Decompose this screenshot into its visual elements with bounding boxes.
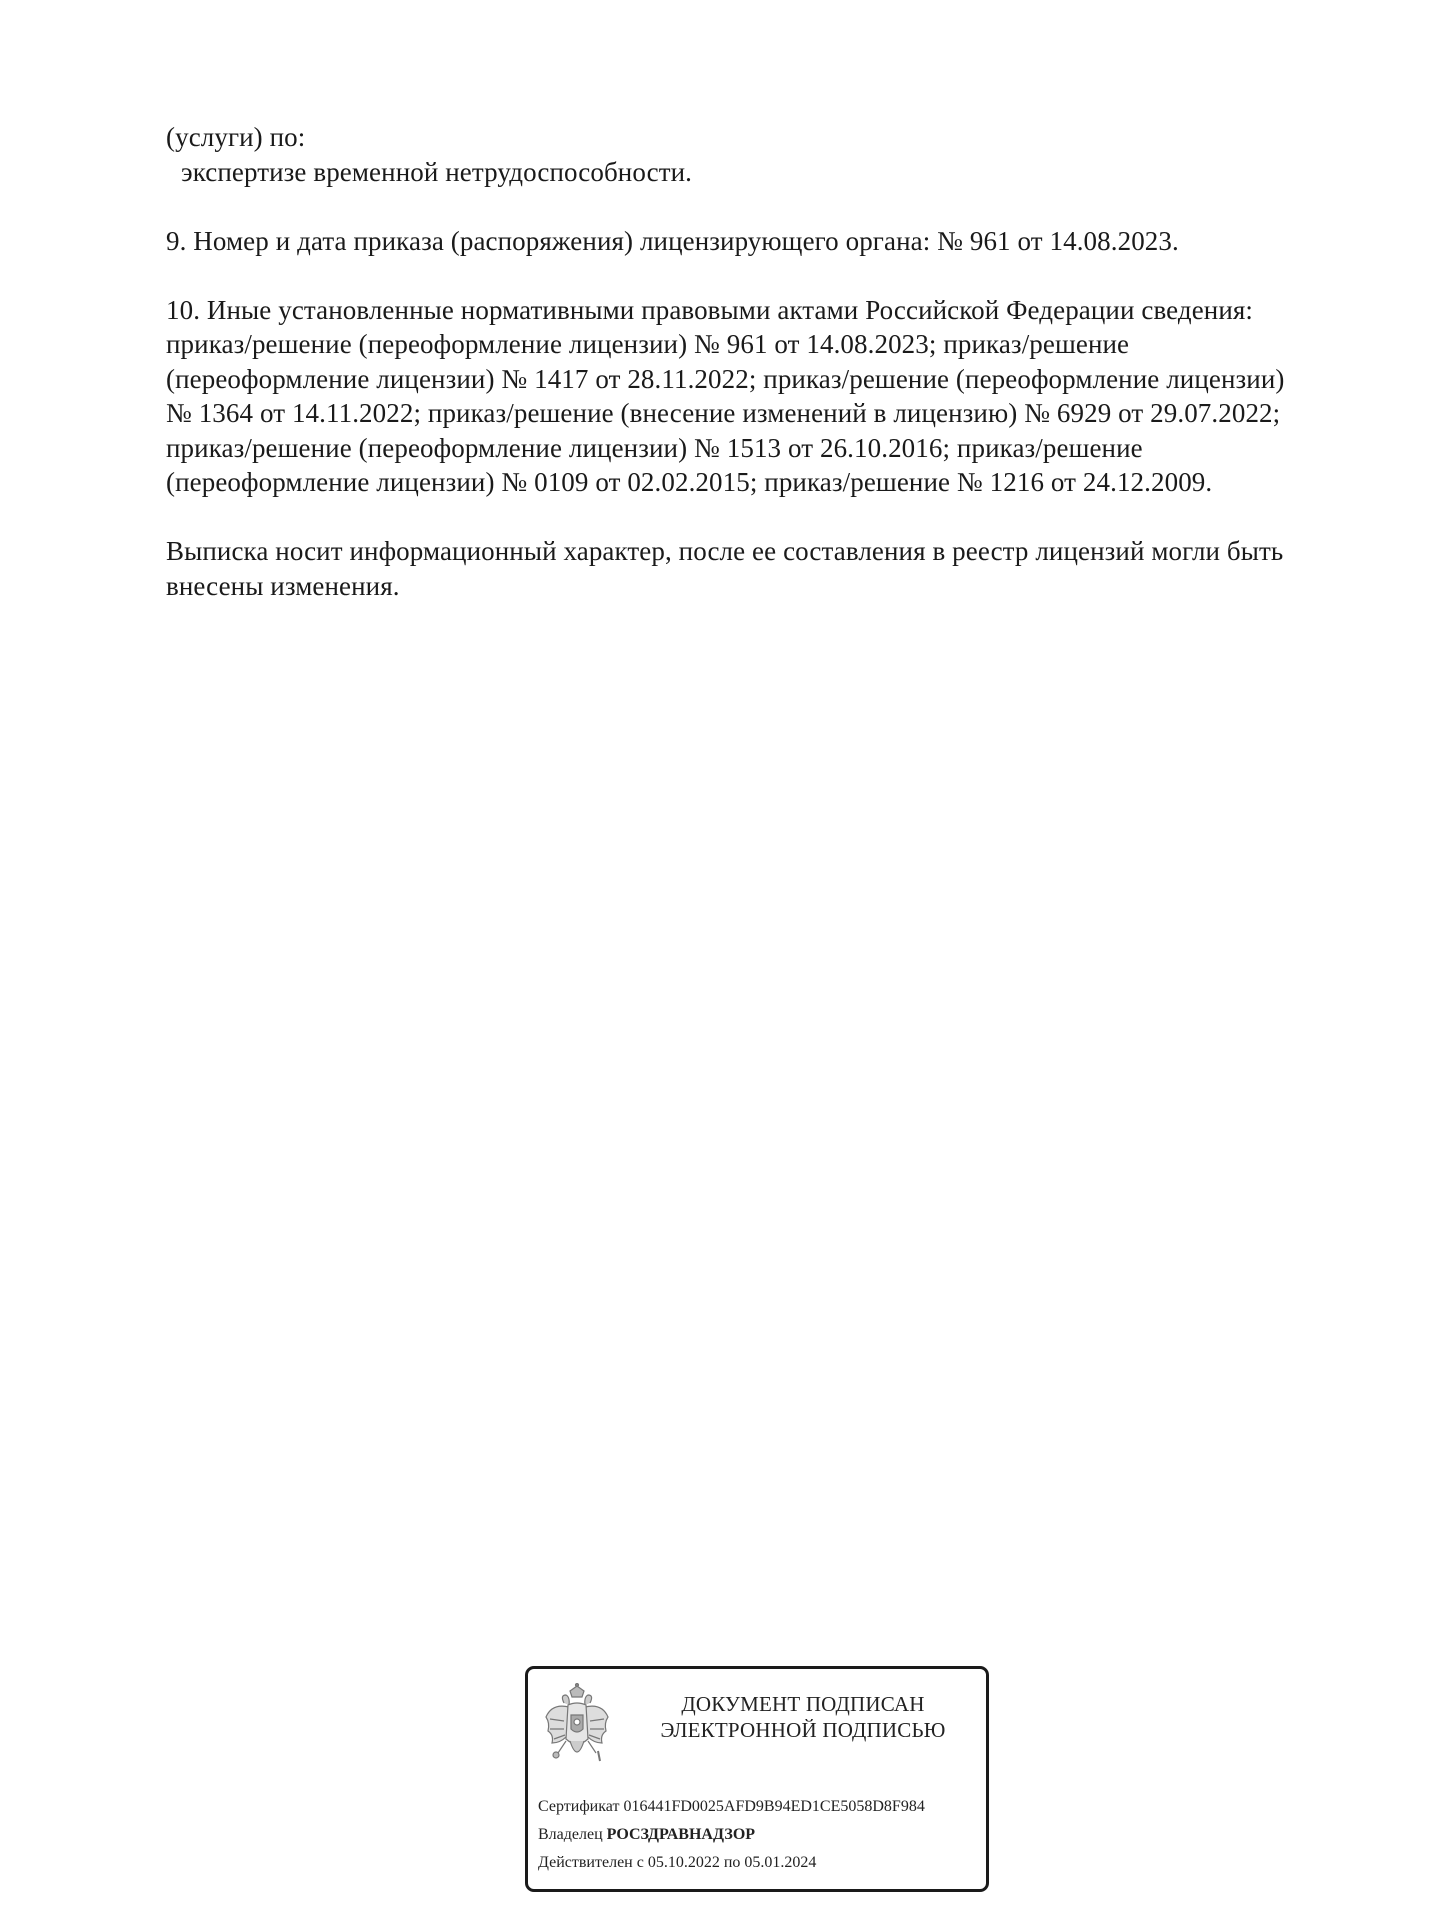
- text-line: экспертизе временной нетрудоспособности.: [181, 156, 692, 187]
- disclaimer-line: Выписка носит информационный характер, после ее составления в реестр лицензий могли быть: [166, 536, 1284, 566]
- certificate-label: Сертификат: [538, 1798, 620, 1815]
- section-9-order: 9. Номер и дата приказа (распоряжения) лицензирующего органа: № 961 от 14.08.2023.: [166, 225, 1179, 256]
- e-signature-stamp: [525, 1666, 989, 1892]
- owner-value: РОСЗДРАВНАДЗОР: [606, 1826, 756, 1843]
- text-line: (переоформление лицензии) № 1417 от 28.11.2022; приказ/решение (переоформление лицензии): [166, 363, 1285, 394]
- certificate-value: 016441FD0025AFD9B94ED1CE5058D8F984: [623, 1798, 925, 1815]
- text-line: (услуги) по:: [166, 122, 306, 152]
- stamp-title-line: ДОКУМЕНТ ПОДПИСАН: [681, 1692, 925, 1716]
- owner-label: Владелец: [538, 1826, 603, 1843]
- text-line: № 1364 от 14.11.2022; приказ/решение (внесение изменений в лицензию) № 6929 от 29.07.2022;: [166, 398, 1281, 428]
- document-body: [166, 120, 1346, 603]
- validity-row: Действителен с 05.10.2022 по 05.01.2024: [538, 1854, 817, 1871]
- section-10-heading: 10. Иные установленные нормативными правовыми актами Российской Федерации сведения:: [166, 294, 1254, 325]
- stamp-title-line: ЭЛЕКТРОННОЙ ПОДПИСЬЮ: [660, 1718, 946, 1742]
- disclaimer-line: внесены изменения.: [166, 570, 400, 601]
- text-line: приказ/решение (переоформление лицензии) № 1513 от 26.10.2016; приказ/решение: [166, 432, 1143, 463]
- stamp-info: [538, 1793, 925, 1877]
- text-line: приказ/решение (переоформление лицензии) № 961 от 14.08.2023; приказ/решение: [166, 329, 1130, 359]
- owner-row: [538, 1821, 925, 1849]
- coat-of-arms-icon: [542, 1683, 612, 1773]
- certificate-row: [538, 1793, 925, 1821]
- text-line: (переоформление лицензии) № 0109 от 02.02.2015; приказ/решение № 1216 от 24.12.2009.: [166, 467, 1213, 497]
- stamp-title: [628, 1691, 978, 1743]
